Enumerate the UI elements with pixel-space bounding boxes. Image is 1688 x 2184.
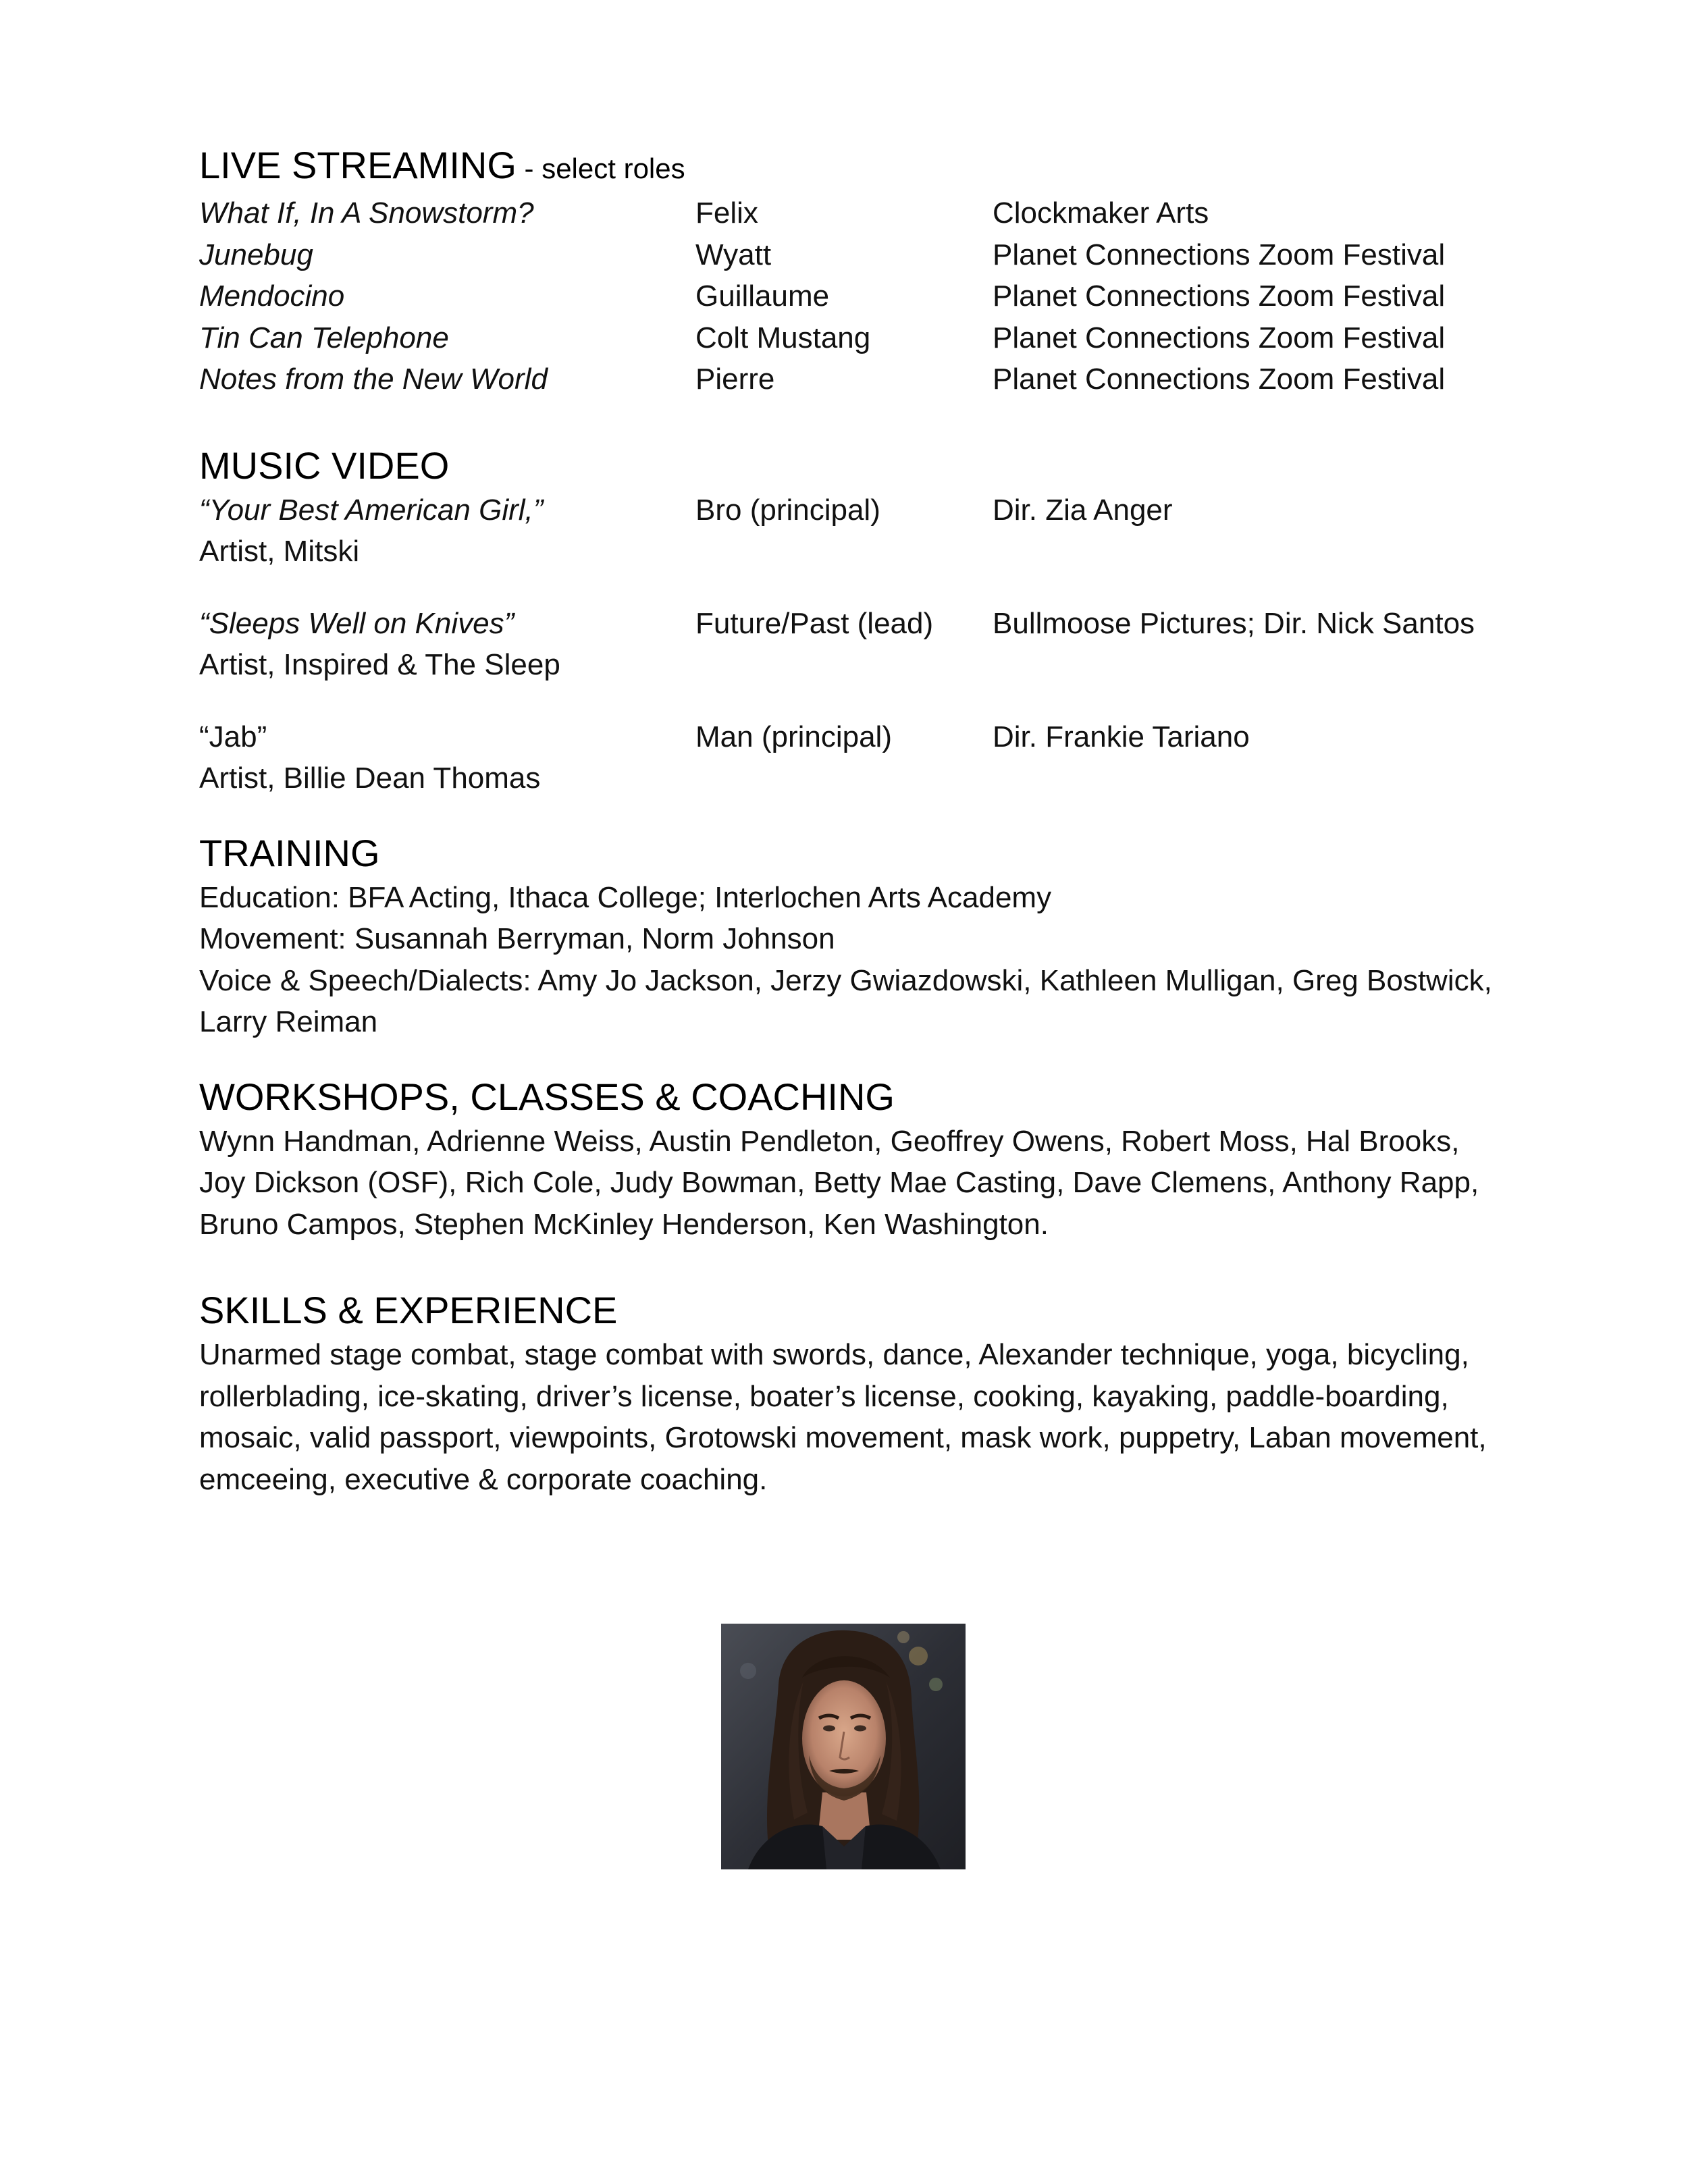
credit-title: Junebug bbox=[199, 238, 313, 271]
video-credit: Dir. Zia Anger bbox=[993, 493, 1173, 527]
workshops-line: Wynn Handman, Adrienne Weiss, Austin Pendleton, Geoffrey Owens, Robert Moss, Hal Brooks, bbox=[199, 1124, 1460, 1158]
training-heading: TRAINING bbox=[199, 831, 380, 874]
credit-company: Planet Connections Zoom Festival bbox=[993, 363, 1446, 396]
credit-row bbox=[199, 317, 1516, 359]
workshops-text bbox=[199, 1121, 1516, 1246]
video-artist: Artist, Billie Dean Thomas bbox=[199, 762, 541, 795]
credit-role: Wyatt bbox=[695, 238, 772, 271]
live-streaming-list bbox=[199, 192, 1516, 400]
resume-content bbox=[199, 142, 1516, 1500]
workshops-heading: WORKSHOPS, CLASSES & COACHING bbox=[199, 1075, 895, 1118]
credit-role: Pierre bbox=[695, 363, 775, 396]
credit-role: Felix bbox=[695, 196, 758, 230]
video-credit: Bullmoose Pictures; Dir. Nick Santos bbox=[993, 606, 1475, 640]
music-video-entry bbox=[199, 603, 1516, 686]
video-title: “Jab” bbox=[199, 720, 267, 753]
credit-row bbox=[199, 358, 1516, 400]
video-role: Bro (principal) bbox=[695, 493, 880, 527]
video-role: Future/Past (lead) bbox=[695, 606, 934, 640]
music-video-entry bbox=[199, 489, 1516, 572]
credit-company: Planet Connections Zoom Festival bbox=[993, 279, 1446, 313]
video-credit: Dir. Frankie Tariano bbox=[993, 720, 1250, 753]
skills-line: Unarmed stage combat, stage combat with swords, dance, Alexander technique, yoga, bicycling, bbox=[199, 1338, 1469, 1371]
training-line: Voice & Speech/Dialects: Amy Jo Jackson, Jerzy Gwiazdowski, Kathleen Mulligan, Greg Bostwick, bbox=[199, 963, 1492, 997]
skills-line: mosaic, valid passport, viewpoints, Grotowski movement, mask work, puppetry, Laban movement, bbox=[199, 1421, 1487, 1454]
music-video-list bbox=[199, 489, 1516, 799]
video-title: “Your Best American Girl,” bbox=[199, 493, 544, 527]
workshops-line: Joy Dickson (OSF), Rich Cole, Judy Bowman, Betty Mae Casting, Dave Clemens, Anthony Rapp, bbox=[199, 1166, 1479, 1199]
credit-title: What If, In A Snowstorm? bbox=[199, 196, 534, 230]
credit-title: Tin Can Telephone bbox=[199, 321, 449, 354]
credit-row bbox=[199, 234, 1516, 276]
training-text bbox=[199, 877, 1516, 1043]
music-video-heading: MUSIC VIDEO bbox=[199, 444, 450, 487]
skills-text bbox=[199, 1334, 1516, 1500]
credit-title: Mendocino bbox=[199, 279, 345, 313]
skills-line: rollerblading, ice-skating, driver’s license, boater’s license, cooking, kayaking, paddle-boarding, bbox=[199, 1379, 1449, 1413]
live-streaming-subheading: - select roles bbox=[516, 153, 685, 184]
credit-row bbox=[199, 192, 1516, 234]
credit-role: Colt Mustang bbox=[695, 321, 871, 354]
training-line: Education: BFA Acting, Ithaca College; Interlochen Arts Academy bbox=[199, 880, 1052, 914]
credit-row bbox=[199, 275, 1516, 317]
live-streaming-heading: LIVE STREAMING - select roles bbox=[199, 144, 685, 186]
music-video-entry bbox=[199, 716, 1516, 799]
skills-heading: SKILLS & EXPERIENCE bbox=[199, 1289, 618, 1331]
training-line: Larry Reiman bbox=[199, 1005, 378, 1038]
credit-company: Clockmaker Arts bbox=[993, 196, 1209, 230]
video-role: Man (principal) bbox=[695, 720, 892, 753]
video-title: “Sleeps Well on Knives” bbox=[199, 606, 515, 640]
training-line: Movement: Susannah Berryman, Norm Johnson bbox=[199, 922, 835, 955]
skills-line: emceeing, executive & corporate coaching. bbox=[199, 1462, 768, 1496]
headshot-photo bbox=[721, 1624, 966, 1869]
workshops-line: Bruno Campos, Stephen McKinley Henderson, Ken Washington. bbox=[199, 1207, 1049, 1241]
credit-company: Planet Connections Zoom Festival bbox=[993, 321, 1446, 354]
video-artist: Artist, Mitski bbox=[199, 535, 360, 568]
credit-company: Planet Connections Zoom Festival bbox=[993, 238, 1446, 271]
credit-role: Guillaume bbox=[695, 279, 830, 313]
credit-title: Notes from the New World bbox=[199, 363, 548, 396]
video-artist: Artist, Inspired & The Sleep bbox=[199, 648, 560, 681]
